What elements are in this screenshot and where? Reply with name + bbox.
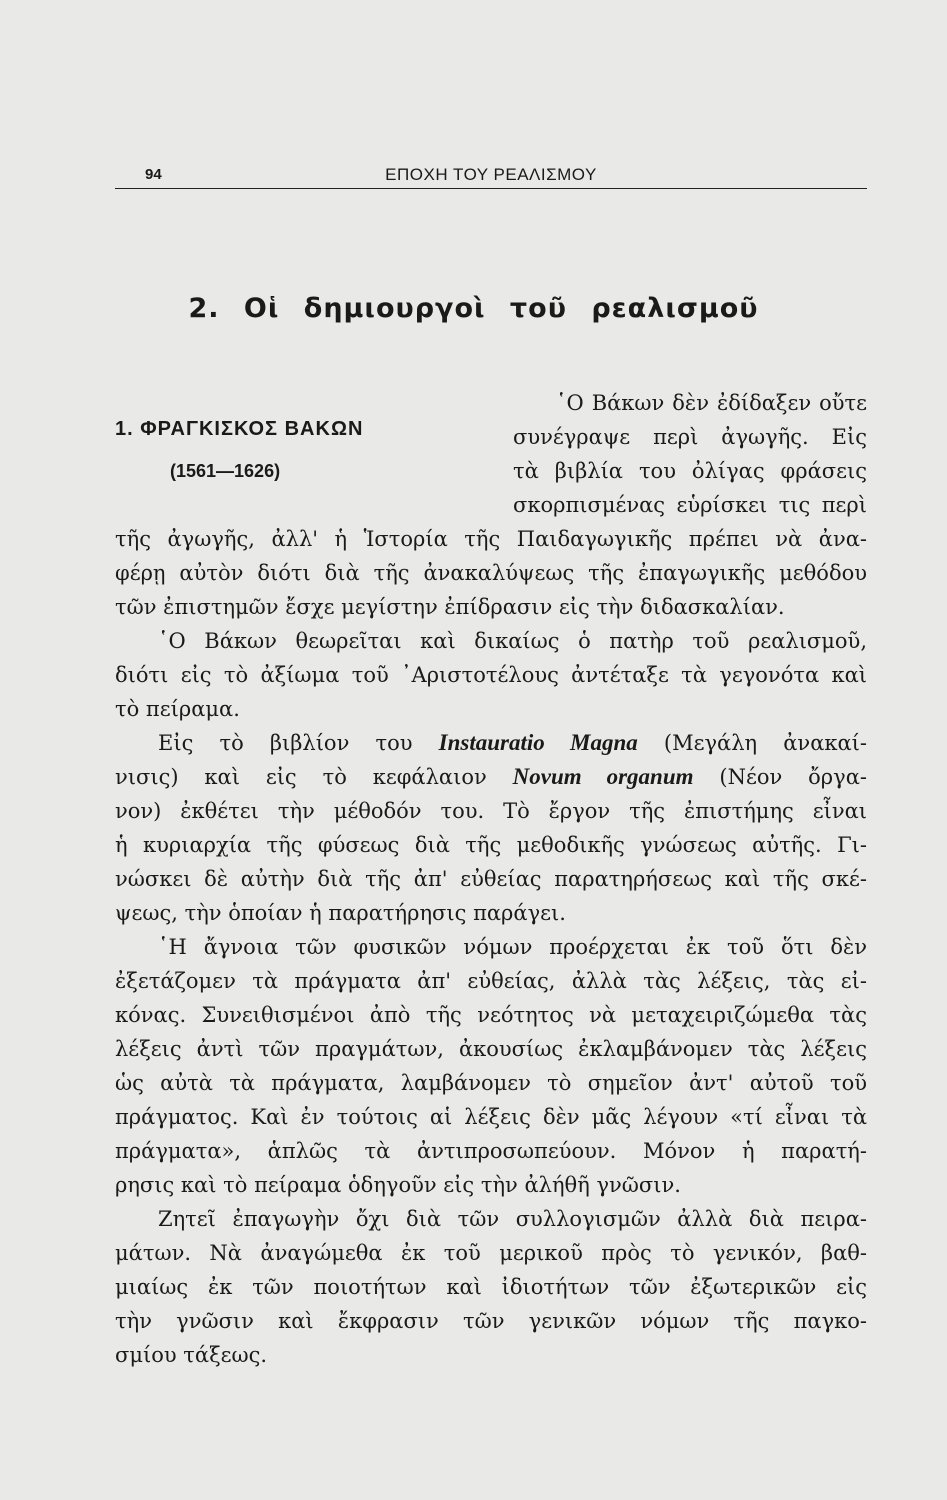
- text-line: ἐξετάζομεν τὰ πράγματα ἀπ' εὐθείας, ἀλλὰ τὰς λέξεις, τὰς εἰ-: [115, 969, 867, 993]
- text-segment: νισις) καὶ εἰς τὸ κεφάλαιον: [115, 765, 487, 789]
- text-segment: (Μεγάλη ἀνακαί-: [663, 731, 868, 755]
- text-segment: Εἰς τὸ βιβλίον του: [158, 731, 413, 755]
- text-line: ψεως, τὴν ὁποίαν ἡ παρατήρησις παράγει.: [115, 901, 566, 925]
- book-title: Novum organum: [512, 764, 694, 789]
- subsection-dates: (1561—1626): [170, 461, 281, 481]
- text-line: νώσκει δὲ αὐτὴν διὰ τῆς ἀπ' εὐθείας παρατηρήσεως καὶ τῆς σκέ-: [115, 867, 867, 891]
- text-line: [115, 761, 867, 793]
- section-heading: 2. Οἱ δημιουργοὶ τοῦ ρεαλισμοῦ: [188, 293, 759, 324]
- text-line: σμίου τάξεως.: [115, 1343, 268, 1367]
- text-line: ρησις καὶ τὸ πείραμα ὁδηγοῦν εἰς τὴν ἀλήθῆ γνῶσιν.: [115, 1173, 681, 1197]
- text-line: συνέγραψε περὶ ἀγωγῆς. Εἰς: [513, 425, 867, 449]
- subsection-heading: [115, 418, 495, 482]
- text-line: κόνας. Συνειθισμένοι ἀπὸ τῆς νεότητος νὰ μεταχειριζώμεθα τὰς: [115, 1003, 867, 1027]
- text-line: διότι εἰς τὸ ἀξίωμα τοῦ ᾿Αριστοτέλους ἀντέταξε τὰ γεγονότα καὶ: [115, 663, 867, 687]
- text-line: ὡς αὐτὰ τὰ πράγματα, λαμβάνομεν τὸ σημεῖον ἀντ' αὐτοῦ τοῦ: [115, 1071, 867, 1095]
- text-line: Ζητεῖ ἐπαγωγὴν ὄχι διὰ τῶν συλλογισμῶν ἀλλὰ διὰ πειρα-: [158, 1207, 867, 1231]
- text-line: μιαίως ἐκ τῶν ποιοτήτων καὶ ἰδιοτήτων τῶν ἐξωτερικῶν εἰς: [115, 1275, 867, 1299]
- text-line: τὴν γνῶσιν καὶ ἔκφρασιν τῶν γενικῶν νόμων τῆς παγκο-: [115, 1309, 867, 1333]
- subsection-name: 1. ΦΡΑΓΚΙΣΚΟΣ ΒΑΚΩΝ: [115, 418, 364, 440]
- text-line: τῶν ἐπιστημῶν ἔσχε μεγίστην ἐπίδρασιν εἰς τὴν διδασκαλίαν.: [115, 595, 785, 619]
- text-segment: (Νέον ὄργα-: [719, 765, 867, 789]
- page-number: 94: [145, 166, 162, 183]
- text-line: ῾Ο Βάκων θεωρεῖται καὶ δικαίως ὁ πατὴρ τοῦ ρεαλισμοῦ,: [158, 629, 867, 653]
- text-line: ῾Η ἄγνοια τῶν φυσικῶν νόμων προέρχεται ἐκ τοῦ ὅτι δὲν: [158, 935, 867, 959]
- text-line: ἡ κυριαρχία τῆς φύσεως διὰ τῆς μεθοδικῆς γνώσεως αὐτῆς. Γι-: [115, 833, 867, 857]
- text-line: τὰ βιβλία του ὀλίγας φράσεις: [513, 459, 867, 483]
- text-line: πράγματος. Καὶ ἐν τούτοις αἱ λέξεις δὲν μᾶς λέγουν «τί εἶναι τὰ: [115, 1105, 867, 1129]
- text-line: [115, 727, 867, 759]
- text-line: ῾Ο Βάκων δὲν ἐδίδαξεν οὔτε: [556, 391, 867, 415]
- running-title: ΕΠΟΧΗ ΤΟΥ ΡΕΑΛΙΣΜΟΥ: [385, 165, 597, 184]
- text-line: λέξεις ἀντὶ τῶν πραγμάτων, ἀκουσίως ἐκλαμβάνομεν τὰς λέξεις: [115, 1037, 867, 1061]
- running-head: [115, 162, 867, 189]
- text-line: νον) ἐκθέτει τὴν μέθοδόν του. Τὸ ἔργον τῆς ἐπιστήμης εἶναι: [115, 799, 867, 823]
- book-title: Instauratio Magna: [438, 730, 638, 755]
- text-line: φέρῃ αὐτὸν διότι διὰ τῆς ἀνακαλύψεως τῆς ἐπαγωγικῆς μεθόδου: [115, 561, 867, 585]
- text-line: πράγματα», ἁπλῶς τὰ ἀντιπροσωπεύουν. Μόνον ἡ παρατή-: [115, 1139, 867, 1163]
- text-line: σκορπισμένας εὑρίσκει τις περὶ: [513, 493, 867, 517]
- text-line: τῆς ἀγωγῆς, ἀλλ' ἡ Ἱστορία τῆς Παιδαγωγικῆς πρέπει νὰ ἀνα-: [115, 527, 867, 551]
- text-line: τὸ πείραμα.: [115, 697, 240, 721]
- text-line: μάτων. Νὰ ἀναγώμεθα ἐκ τοῦ μερικοῦ πρὸς τὸ γενικόν, βαθ-: [115, 1241, 867, 1265]
